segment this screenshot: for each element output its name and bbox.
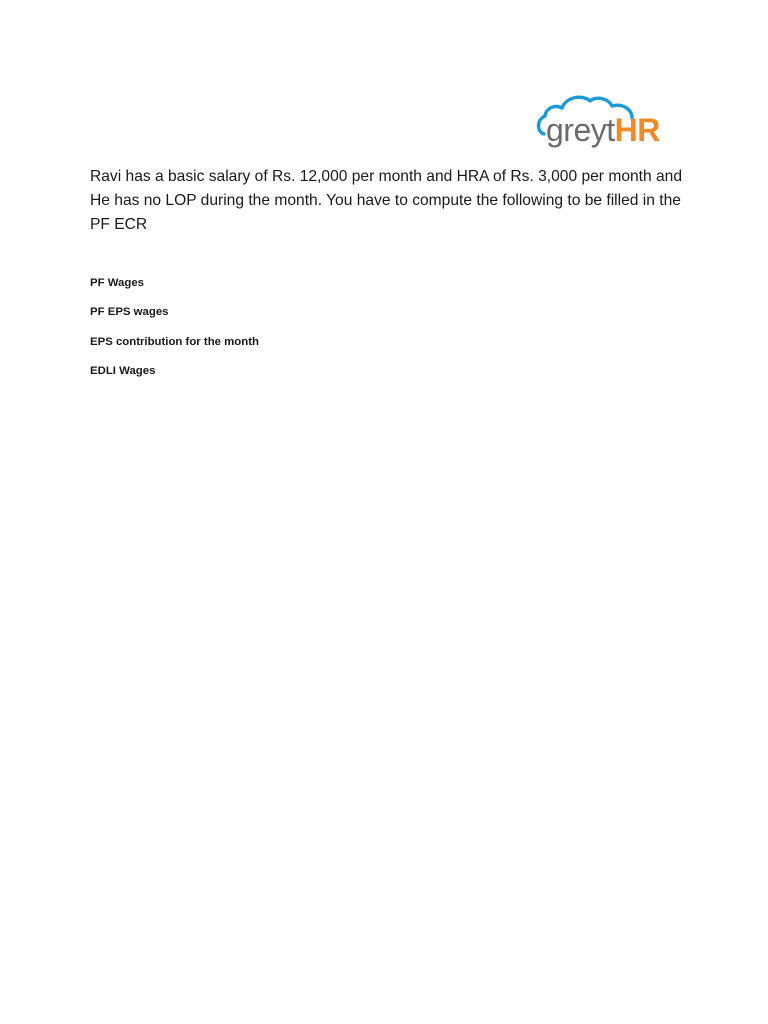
- logo-text-greyt: greyt: [546, 112, 615, 148]
- task-list: [90, 276, 259, 393]
- greythr-logo: [536, 92, 682, 154]
- intro-paragraph: Ravi has a basic salary of Rs. 12,000 per month and HRA of Rs. 3,000 per month and He has no LOP during the month. You have to compute the following to be filled in the PF ECR: [90, 168, 683, 233]
- logo-text-hr: HR: [614, 112, 660, 148]
- task-item-eps-contribution: EPS contribution for the month: [90, 335, 259, 348]
- logo-wordmark: [546, 110, 660, 150]
- task-item-pf-eps-wages: PF EPS wages: [90, 306, 169, 319]
- task-item-edli-wages: EDLI Wages: [90, 364, 156, 377]
- task-item-pf-wages: PF Wages: [90, 277, 145, 289]
